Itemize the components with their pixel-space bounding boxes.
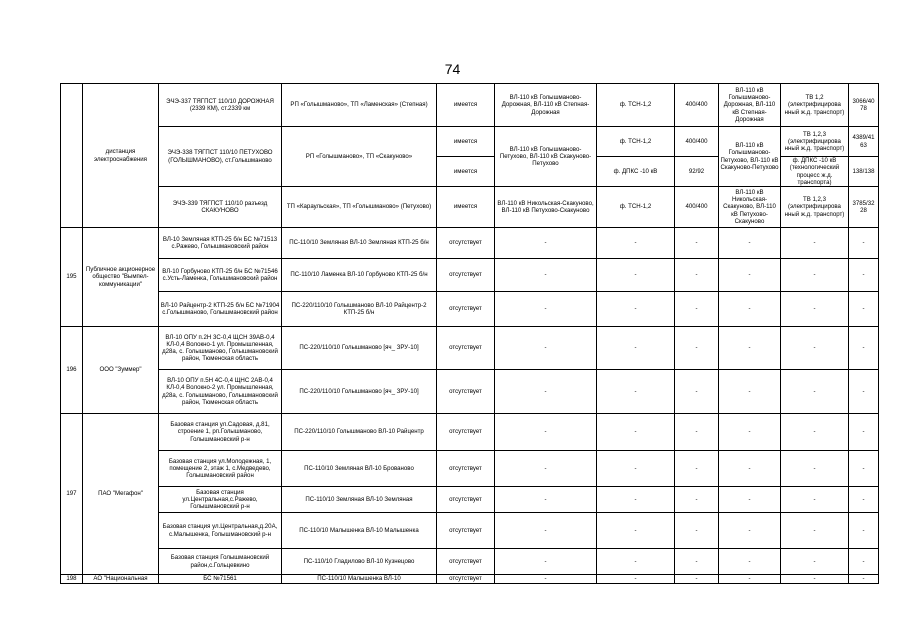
power: - (675, 575, 719, 584)
availability: отсутствует (437, 259, 495, 292)
table-row (61, 575, 879, 584)
category: ВЛ-110 кВ Голышманово-Дорожная, ВЛ-110 кВ Степная-Дорожная (719, 84, 781, 127)
category: - (719, 259, 781, 292)
value: 3785/32 28 (849, 187, 879, 228)
power: 400/400 (675, 187, 719, 228)
usage: - (781, 228, 849, 259)
feeder: - (597, 228, 675, 259)
category: - (719, 487, 781, 513)
feeder: - (597, 292, 675, 327)
feeder: - (597, 487, 675, 513)
table-row (61, 414, 879, 451)
category: - (719, 228, 781, 259)
category: - (719, 549, 781, 575)
value: - (849, 414, 879, 451)
feeder: - (597, 259, 675, 292)
value: - (849, 327, 879, 370)
table-row (61, 187, 879, 228)
category: ВЛ-110 кВ Никольская-Скакуново, ВЛ-110 кВ Петухово-Скакуново (719, 187, 781, 228)
supply-line: ВЛ-110 кВ Никольская-Скакуново, ВЛ-110 кВ Петухово-Скакуново (495, 187, 597, 228)
connection-point: ПС-220/110/10 Голышманово [яч_ ЗРУ-10] (282, 370, 437, 414)
object: ЭЧЭ-337 ТЯГПСТ 110/10 ДОРОЖНАЯ (2339 КМ), ст.2339 км (159, 84, 282, 127)
supply-line: - (495, 487, 597, 513)
usage: ф. ДПКС -10 кВ (технологический процесс ж.д. транспорта) (781, 157, 849, 187)
data-table (60, 83, 879, 584)
feeder: ф. ТСН-1,2 (597, 127, 675, 157)
supply-line: - (495, 292, 597, 327)
connection-point: ПС-110/10 Малышенка ВЛ-10 Малышенка (282, 513, 437, 549)
connection-point: ПС-220/110/10 Голышманово ВЛ-10 Райцентр-2 КТП-25 б/н (282, 292, 437, 327)
object: Базовая станция Голышмановский район,с.Гольцевкино (159, 549, 282, 575)
availability: имеется (437, 157, 495, 187)
supply-line: - (495, 513, 597, 549)
object: ЭЧЭ-338 ТЯГПСТ 110/10 ПЕТУХОВО (ГОЛЫШМАНОВО), ст.Голышманово (159, 127, 282, 187)
row-number: 198 (61, 575, 83, 584)
availability: отсутствует (437, 451, 495, 487)
availability: отсутствует (437, 575, 495, 584)
feeder: - (597, 513, 675, 549)
page-number: 74 (444, 61, 461, 77)
supply-line: - (495, 451, 597, 487)
feeder: - (597, 414, 675, 451)
power: - (675, 414, 719, 451)
object: Базовая станция ул.Центральная,д.20А, с.Малышенка, Голышмановский р-н (159, 513, 282, 549)
category: - (719, 451, 781, 487)
usage: ТВ 1,2,3 (электрифицирова нный ж.д. транспорт) (781, 187, 849, 228)
usage: - (781, 414, 849, 451)
power: - (675, 487, 719, 513)
feeder: ф. ДПКС -10 кВ (597, 157, 675, 187)
value: - (849, 549, 879, 575)
row-number: 197 (61, 414, 83, 575)
availability: отсутствует (437, 487, 495, 513)
power: - (675, 370, 719, 414)
availability: отсутствует (437, 370, 495, 414)
feeder: - (597, 575, 675, 584)
availability: отсутствует (437, 549, 495, 575)
usage: - (781, 292, 849, 327)
table-row (61, 327, 879, 370)
usage: ТВ 1,2,3 (электрифицирова нный ж.д. транспорт) (781, 127, 849, 157)
power: - (675, 327, 719, 370)
organization: ООО "Зуммер" (83, 327, 159, 414)
supply-line: - (495, 414, 597, 451)
feeder: - (597, 549, 675, 575)
category: - (719, 292, 781, 327)
table-row (61, 259, 879, 292)
power: - (675, 259, 719, 292)
table-row (61, 228, 879, 259)
connection-point: ПС-110/10 Малышенка ВЛ-10 (282, 575, 437, 584)
value: - (849, 487, 879, 513)
availability: отсутствует (437, 414, 495, 451)
object: ВЛ-10 Земляная КТП-25 б/н БС №71513 с.Ражево, Голышмановский район (159, 228, 282, 259)
object: ВЛ-10 Горбуново КТП-25 б/н БС №71546 с.Усть-Ламенка, Голышмановский район (159, 259, 282, 292)
feeder: ф. ТСН-1,2 (597, 187, 675, 228)
category: - (719, 575, 781, 584)
availability: отсутствует (437, 513, 495, 549)
value: 4389/41 63 (849, 127, 879, 157)
connection-point: ПС-110/10 Земляная ВЛ-10 Земляная КТП-25 б/н (282, 228, 437, 259)
power: - (675, 549, 719, 575)
table-row (61, 292, 879, 327)
power: - (675, 513, 719, 549)
organization: ПАО "Мегафон" (83, 414, 159, 575)
value: - (849, 513, 879, 549)
row-number (61, 84, 83, 228)
power: - (675, 292, 719, 327)
table-row (61, 127, 879, 157)
object: Базовая станция ул.Центральная,с.Ражево, Голышмановский р-н (159, 487, 282, 513)
row-number: 196 (61, 327, 83, 414)
object: Базовая станция ул.Садовая, д.81, строение 1, рп.Голышманово, Голышмановский р-н (159, 414, 282, 451)
power: 400/400 (675, 84, 719, 127)
table-row (61, 549, 879, 575)
usage: - (781, 327, 849, 370)
usage: - (781, 575, 849, 584)
category: ВЛ-110 кВ Голышманово-Петухово, ВЛ-110 кВ Скакуново-Петухово (719, 127, 781, 187)
connection-point: ПС-110/10 Земляная ВЛ-10 Брованово (282, 451, 437, 487)
supply-line: - (495, 370, 597, 414)
connection-point: ТП «Караульская», ТП «Голышманово» (Петухово) (282, 187, 437, 228)
feeder: - (597, 370, 675, 414)
usage: - (781, 487, 849, 513)
supply-line: - (495, 259, 597, 292)
connection-point: РП «Голышманово», ТП «Скакуново» (282, 127, 437, 187)
supply-line: ВЛ-110 кВ Голышманово-Дорожная, ВЛ-110 кВ Степная-Дорожная (495, 84, 597, 127)
category: - (719, 513, 781, 549)
supply-line: ВЛ-110 кВ Голышманово-Петухово, ВЛ-110 кВ Скакуново-Петухово (495, 127, 597, 187)
value: - (849, 292, 879, 327)
supply-line: - (495, 228, 597, 259)
usage: - (781, 370, 849, 414)
organization: АО "Национальная (83, 575, 159, 584)
availability: отсутствует (437, 292, 495, 327)
availability: отсутствует (437, 327, 495, 370)
usage: - (781, 549, 849, 575)
row-number: 195 (61, 228, 83, 327)
table-row (61, 487, 879, 513)
object: ВЛ-10 Райцентр-2 КТП-25 б/н БС №71904 с.Голышманово, Голышмановский район (159, 292, 282, 327)
object: ВЛ-10 ОПУ п.5Н 4С-0,4 ЩНС 2АВ-0,4 КЛ-0,4 Волокно-2 ул. Промышленная, д28а, с. Голышманово, Голышмановский район, Тюменская область (159, 370, 282, 414)
supply-line: - (495, 575, 597, 584)
availability: имеется (437, 84, 495, 127)
connection-point: ПС-110/10 Гладилово ВЛ-10 Кузнецово (282, 549, 437, 575)
value: - (849, 259, 879, 292)
object: ЭЧЭ-339 ТЯГПСТ 110/10 разъезд СКАКУНОВО (159, 187, 282, 228)
feeder: ф. ТСН-1,2 (597, 84, 675, 127)
power: - (675, 228, 719, 259)
supply-line: - (495, 327, 597, 370)
availability: имеется (437, 187, 495, 228)
value: - (849, 228, 879, 259)
object: ВЛ-10 ОПУ п.2Н 3С-0,4 ЩСН 39АВ-0,4 КЛ-0,4 Волокно-1 ул. Промышленная, д28а, с. Голышманово, Голышмановский район, Тюменская область (159, 327, 282, 370)
availability: отсутствует (437, 228, 495, 259)
usage: ТВ 1,2 (электрифицирова нный ж.д. транспорт) (781, 84, 849, 127)
power: - (675, 451, 719, 487)
supply-line: - (495, 549, 597, 575)
connection-point: РП «Голышманово», ТП «Ламенская» (Степная) (282, 84, 437, 127)
feeder: - (597, 451, 675, 487)
table-row (61, 84, 879, 127)
value: - (849, 575, 879, 584)
category: - (719, 370, 781, 414)
organization: дистанция электроснабжения (83, 84, 159, 228)
value: - (849, 370, 879, 414)
connection-point: ПС-220/110/10 Голышманово ВЛ-10 Райцентр (282, 414, 437, 451)
usage: - (781, 259, 849, 292)
category: - (719, 327, 781, 370)
power: 400/400 (675, 127, 719, 157)
category: - (719, 414, 781, 451)
value: 138/138 (849, 157, 879, 187)
object: Базовая станция ул.Молодежная, 1, помещение 2, этаж 1, с.Медведево, Голышмановский район (159, 451, 282, 487)
feeder: - (597, 327, 675, 370)
usage: - (781, 513, 849, 549)
connection-point: ПС-110/10 Ламенка ВЛ-10 Горбуново КТП-25 б/н (282, 259, 437, 292)
usage: - (781, 451, 849, 487)
power: 92/92 (675, 157, 719, 187)
value: 3066/40 78 (849, 84, 879, 127)
table-row (61, 513, 879, 549)
table-row (61, 451, 879, 487)
table-row (61, 370, 879, 414)
availability: имеется (437, 127, 495, 157)
connection-point: ПС-110/10 Земляная ВЛ-10 Земляная (282, 487, 437, 513)
organization: Публичное акционерное общество "Вымпел-коммуникации" (83, 228, 159, 327)
connection-point: ПС-220/110/10 Голышманово [яч_ ЗРУ-10] (282, 327, 437, 370)
value: - (849, 451, 879, 487)
object: БС №71561 (159, 575, 282, 584)
